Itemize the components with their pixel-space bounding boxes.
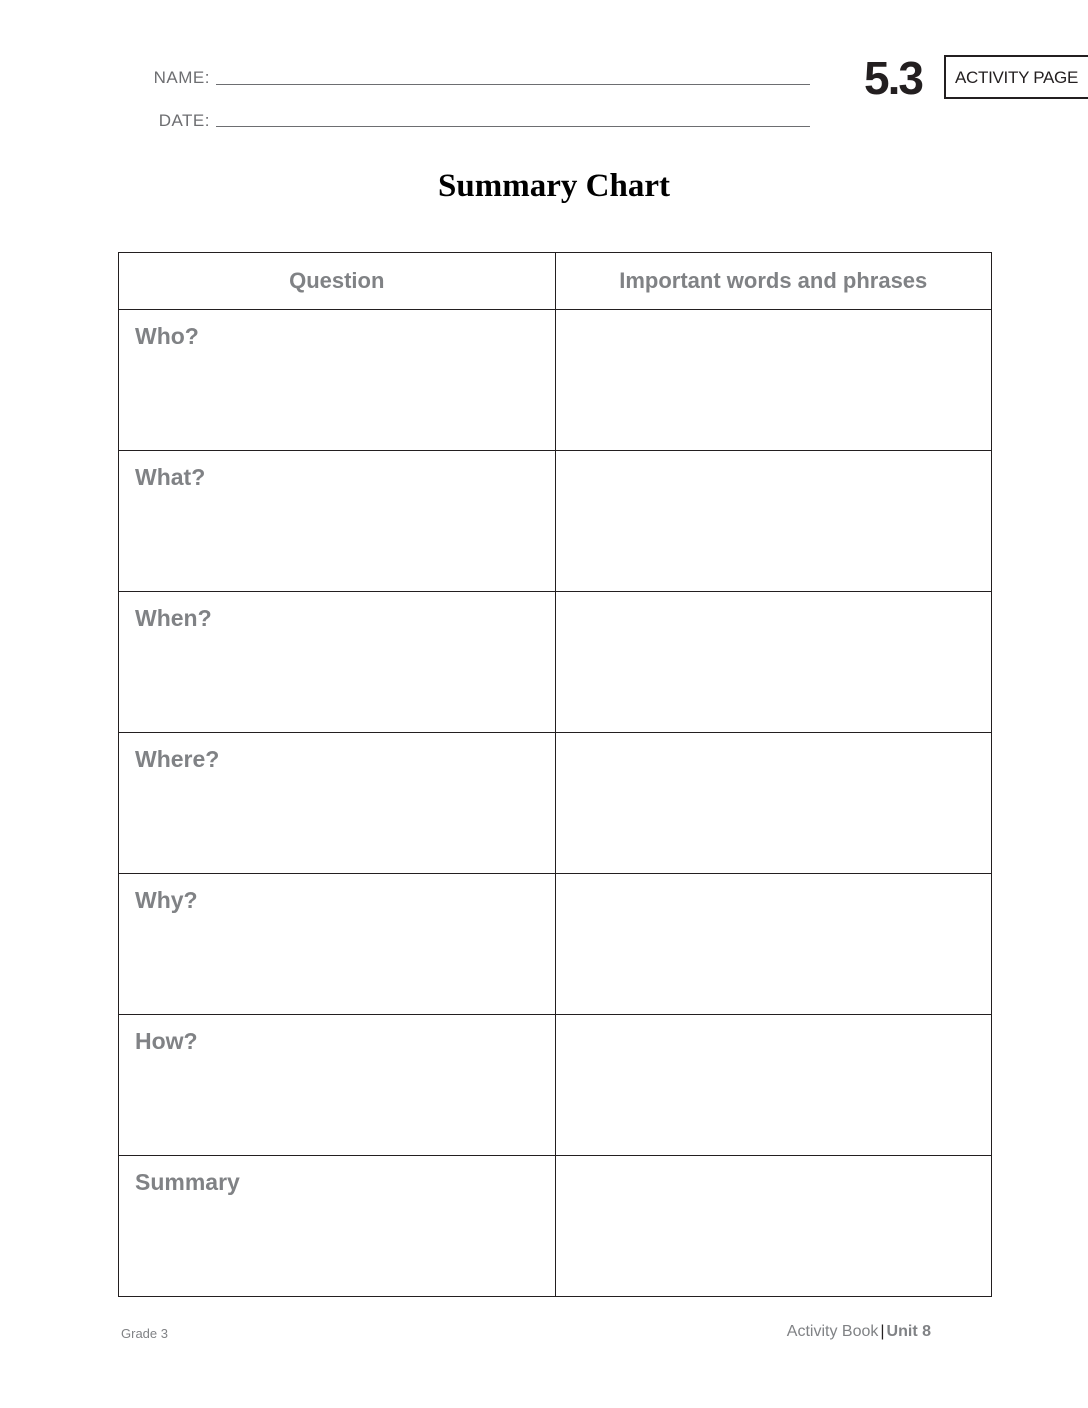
summary-table	[118, 252, 992, 1297]
page-title: Summary Chart	[438, 168, 670, 204]
question-label-what: What?	[135, 464, 206, 490]
lesson-number: 5.3	[864, 52, 922, 104]
answer-cell-who[interactable]	[555, 310, 992, 451]
answer-cell-how[interactable]	[555, 1015, 992, 1156]
footer-book-unit	[787, 1323, 931, 1341]
question-cell	[119, 733, 556, 874]
column-header-important-words: Important words and phrases	[555, 253, 992, 310]
footer-unit: Unit 8	[886, 1323, 931, 1340]
footer-separator: |	[880, 1323, 885, 1340]
table-row	[119, 451, 992, 592]
question-label-where: Where?	[135, 746, 220, 772]
answer-cell-why[interactable]	[555, 874, 992, 1015]
question-label-when: When?	[135, 605, 212, 631]
table-row	[119, 874, 992, 1015]
answer-cell-where[interactable]	[555, 733, 992, 874]
footer-grade: Grade 3	[121, 1326, 168, 1341]
name-line[interactable]	[216, 84, 810, 85]
question-label-summary: Summary	[135, 1169, 240, 1195]
date-line[interactable]	[216, 126, 810, 127]
question-cell	[119, 1015, 556, 1156]
date-label: DATE:	[158, 111, 210, 130]
question-label-who: Who?	[135, 323, 199, 349]
question-label-how: How?	[135, 1028, 198, 1054]
question-cell	[119, 592, 556, 733]
activity-page-label: ACTIVITY PAGE	[944, 55, 1088, 99]
answer-cell-what[interactable]	[555, 451, 992, 592]
table-row	[119, 310, 992, 451]
question-label-why: Why?	[135, 887, 198, 913]
question-cell	[119, 874, 556, 1015]
answer-cell-when[interactable]	[555, 592, 992, 733]
table-header-row	[119, 253, 992, 310]
footer-book: Activity Book	[786, 1323, 879, 1340]
table-row	[119, 592, 992, 733]
question-cell	[119, 1156, 556, 1297]
question-cell	[119, 451, 556, 592]
answer-cell-summary[interactable]	[555, 1156, 992, 1297]
table-row	[119, 1015, 992, 1156]
name-label: NAME:	[153, 68, 210, 87]
column-header-question: Question	[119, 253, 556, 310]
question-cell	[119, 310, 556, 451]
table-row	[119, 733, 992, 874]
table-row	[119, 1156, 992, 1297]
